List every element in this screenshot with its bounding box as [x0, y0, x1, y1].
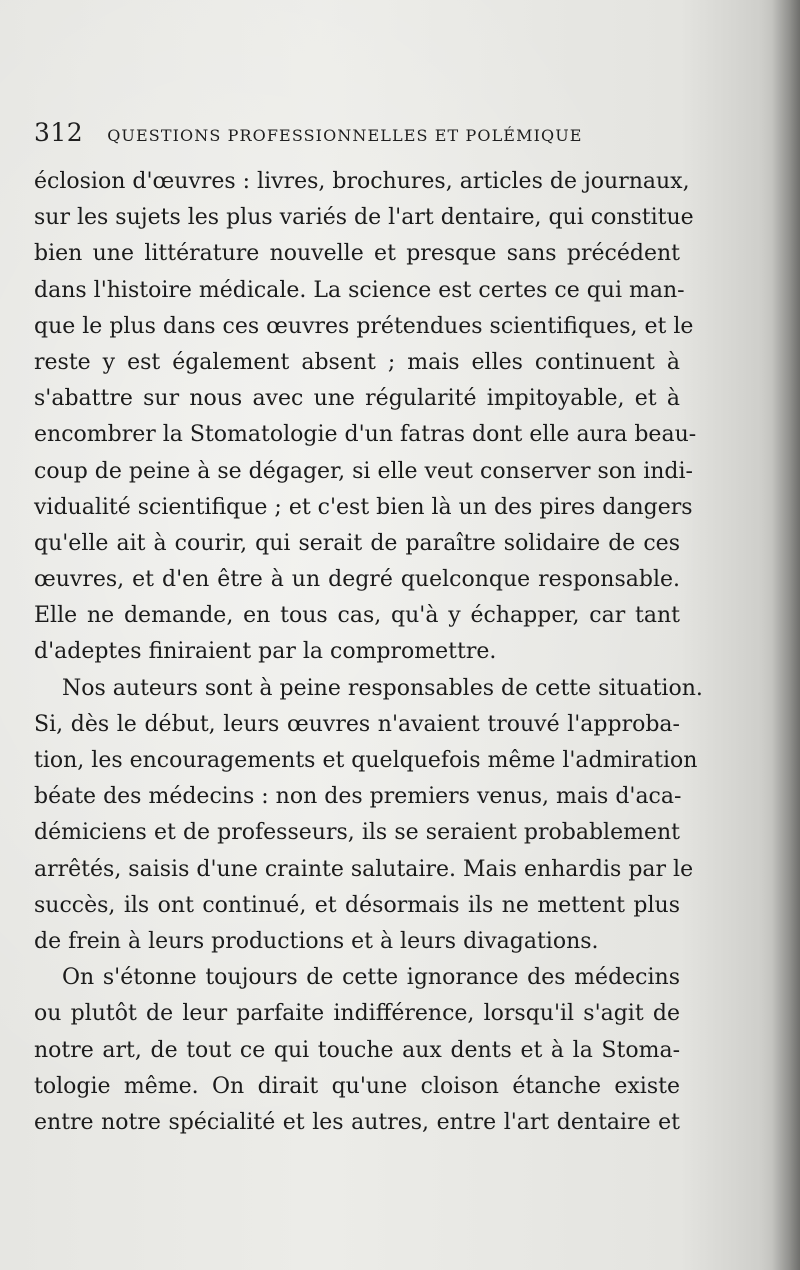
text-line: arrêtés, saisis d'une crainte salutaire. Mais enhardis par le	[34, 856, 694, 882]
text-line: ou plutôt de leur parfaite indifférence, lorsqu'il s'agit de	[34, 1001, 680, 1027]
text-line: reste y est également absent ; mais elles continuent à	[34, 349, 680, 375]
text-line: dans l'histoire médicale. La science est certes ce qui man-	[34, 277, 685, 303]
paragraph-start-line: Nos auteurs sont à peine responsables de cette situation.	[62, 675, 703, 701]
text-line: tion, les encouragements et quelquefois même l'admiration	[34, 748, 698, 773]
text-line: d'adeptes finiraient par la compromettre.	[34, 639, 497, 665]
spine-shadow	[772, 0, 800, 1270]
text-line: béate des médecins : non des premiers venus, mais d'aca-	[34, 784, 682, 810]
text-line: Si, dès le début, leurs œuvres n'avaient trouvé l'approba-	[34, 711, 680, 737]
text-line: Elle ne demande, en tous cas, qu'à y échapper, car tant	[34, 603, 680, 629]
text-line: entre notre spécialité et les autres, entre l'art dentaire et	[34, 1109, 680, 1135]
text-line: éclosion d'œuvres : livres, brochures, articles de journaux,	[34, 169, 690, 194]
text-line: encombrer la Stomatologie d'un fatras dont elle aura beau-	[34, 422, 697, 448]
paragraph-start-line: On s'étonne toujours de cette ignorance des médecins	[62, 965, 680, 991]
body-text	[34, 164, 703, 1141]
text-line: de frein à leurs productions et à leurs divagations.	[34, 928, 599, 954]
text-line: vidualité scientifique ; et c'est bien là un des pires dangers	[34, 494, 693, 520]
text-line: coup de peine à se dégager, si elle veut conserver son indi-	[34, 458, 693, 484]
text-line: démiciens et de professeurs, ils se seraient probablement	[34, 820, 680, 846]
text-line: notre art, de tout ce qui touche aux dents et à la Stoma-	[34, 1037, 680, 1063]
running-head	[34, 118, 734, 154]
text-line: succès, ils ont continué, et désormais ils ne mettent plus	[34, 892, 680, 918]
text-line: que le plus dans ces œuvres prétendues scientifiques, et le	[34, 313, 694, 339]
text-line: œuvres, et d'en être à un degré quelconque responsable.	[34, 567, 680, 593]
text-line: tologie même. On dirait qu'une cloison étanche existe	[34, 1073, 680, 1099]
running-title: QUESTIONS PROFESSIONNELLES ET POLÉMIQUE	[107, 126, 583, 145]
page-number: 312	[34, 118, 84, 147]
text-line: bien une littérature nouvelle et presque sans précédent	[34, 241, 680, 267]
text-line: sur les sujets les plus variés de l'art dentaire, qui constitue	[34, 205, 694, 231]
text-line: qu'elle ait à courir, qui serait de paraître solidaire de ces	[34, 530, 680, 556]
text-line: s'abattre sur nous avec une régularité impitoyable, et à	[34, 386, 680, 412]
